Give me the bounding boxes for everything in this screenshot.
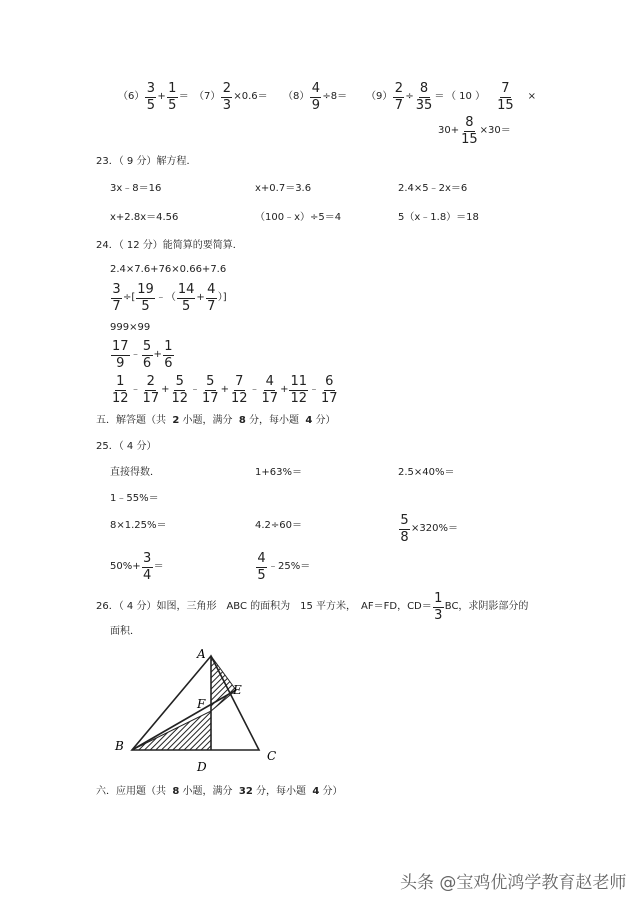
fraction: $\frac{5}{17}$ xyxy=(202,374,219,406)
expr-8-rest: ÷8＝ xyxy=(322,91,348,103)
equation: 2.4×5﹣2x＝6 xyxy=(398,183,468,194)
fraction: $\frac{5}{6}$ xyxy=(142,339,152,371)
fraction: $\frac{17}{9}$ xyxy=(112,339,129,371)
expr-10-label: （ 10 ） xyxy=(446,91,486,103)
operator: ）] xyxy=(217,292,227,304)
q24-line-4 xyxy=(110,340,175,370)
fraction: $\frac{1}{12}$ xyxy=(112,374,129,406)
calc-rest: ×320%＝ xyxy=(411,523,458,535)
fraction: $\frac{7}{15}$ xyxy=(497,81,514,113)
q25-title: 25．（ 4 分） xyxy=(96,441,157,452)
expr-10-post: ×30＝ xyxy=(479,125,511,137)
operator: + xyxy=(196,292,205,304)
calc-item xyxy=(255,552,310,582)
calc-post: ＝ xyxy=(153,561,164,573)
equation: （100﹣x）÷5＝4 xyxy=(255,212,342,223)
equation: 3x﹣8＝16 xyxy=(110,183,162,194)
fraction: $\frac{2}{7}$ xyxy=(394,81,404,113)
fraction: $\frac{1}{6}$ xyxy=(164,339,173,371)
fraction: $\frac{4}{7}$ xyxy=(207,282,216,314)
calc-item: 1﹣55%＝ xyxy=(110,493,159,504)
equation: x+0.7＝3.6 xyxy=(255,183,312,194)
q25-instruction: 直接得数． xyxy=(110,467,160,478)
q24-line-1: 2.4×7.6+76×0.66+7.6 xyxy=(110,264,227,275)
fraction: $\frac{14}{5}$ xyxy=(177,282,195,314)
expr-10-pre: 30+ xyxy=(438,125,460,137)
operator: ﹣ xyxy=(309,384,319,396)
equals: ＝ xyxy=(434,91,445,103)
fraction: $\frac{3}{4}$ xyxy=(142,551,152,583)
triangle-figure xyxy=(112,646,292,776)
fraction: $\frac{6}{17}$ xyxy=(321,374,338,406)
watermark: 头条 @宝鸡优鸿学教育赵老师 xyxy=(400,873,627,893)
fraction: $\frac{4}{5}$ xyxy=(257,551,266,583)
expr-9-label: （9） xyxy=(366,91,393,103)
expr-8-label: （8） xyxy=(283,91,310,103)
fraction: $\frac{3}{5}$ xyxy=(146,81,156,113)
operator: + xyxy=(220,384,229,396)
operator: ÷ xyxy=(405,91,414,103)
calc-item: 8×1.25%＝ xyxy=(110,520,167,531)
operator: + xyxy=(161,384,170,396)
operator: ﹣ xyxy=(130,384,141,396)
label-d: D xyxy=(197,760,207,774)
calc-pre: 50%+ xyxy=(110,561,141,573)
shaded-region-left xyxy=(132,711,211,750)
q24-title: 24．（ 12 分）能简算的要简算． xyxy=(96,240,243,251)
expr-6-label: （6） xyxy=(118,91,145,103)
fraction: $\frac{3}{7}$ xyxy=(112,282,121,314)
operator: ﹣ xyxy=(249,384,260,396)
fraction: $\frac{19}{5}$ xyxy=(137,282,154,314)
label-b: B xyxy=(115,739,124,753)
label-e: E xyxy=(233,683,242,697)
expr-10-line2 xyxy=(438,116,511,146)
operator: + xyxy=(280,384,289,396)
operator: × xyxy=(527,91,537,103)
operator: ﹣ xyxy=(190,384,201,396)
calc-rest: ﹣25%＝ xyxy=(268,561,311,573)
q24-line-2 xyxy=(110,283,227,313)
fraction: $\frac{11}{12}$ xyxy=(290,374,307,406)
expr-10 xyxy=(446,82,536,112)
operator: + xyxy=(157,91,166,103)
label-f: F xyxy=(197,697,206,711)
calc-item: 4.2÷60＝ xyxy=(255,520,303,531)
q26-text-line2: 面积． xyxy=(110,626,140,637)
operator: ﹣ xyxy=(130,349,141,361)
expr-7-label: （7） xyxy=(194,91,221,103)
calc-item: 2.5×40%＝ xyxy=(398,467,455,478)
q26-text-b: BC，求阴影部分的 xyxy=(444,601,529,613)
fraction: $\frac{5}{12}$ xyxy=(171,374,189,406)
section-5-heading: 五．解答题（共 2 小题，满分 8 分，每小题 4 分） xyxy=(96,415,336,426)
expr-8 xyxy=(283,82,347,112)
q26-text-a: 26．（ 4 分）如图，三角形 ABC 的面积为 15 平方米， AF＝FD，CD＝ xyxy=(96,601,432,613)
fraction: $\frac{5}{8}$ xyxy=(400,513,409,545)
label-a: A xyxy=(197,647,206,661)
fraction: $\frac{4}{17}$ xyxy=(261,374,279,406)
expr-7-rest: ×0.6＝ xyxy=(233,91,268,103)
calc-item: 1+63%＝ xyxy=(255,467,302,478)
equation: x+2.8x＝4.56 xyxy=(110,212,179,223)
operator: ﹣（ xyxy=(155,292,176,304)
operator: ÷[ xyxy=(123,292,136,304)
operator: + xyxy=(153,349,162,361)
calc-item xyxy=(398,514,458,544)
label-c: C xyxy=(267,749,277,763)
fraction: $\frac{2}{17}$ xyxy=(142,374,160,406)
q26-text xyxy=(96,592,528,622)
expr-6 xyxy=(118,82,189,112)
q24-line-5 xyxy=(110,375,340,405)
fraction: $\frac{1}{3}$ xyxy=(434,591,443,623)
fraction: $\frac{1}{5}$ xyxy=(168,81,177,113)
equals: ＝ xyxy=(178,91,189,103)
fraction: $\frac{2}{3}$ xyxy=(222,81,232,113)
fraction: $\frac{4}{9}$ xyxy=(311,81,321,113)
expr-9 xyxy=(366,82,444,112)
calc-item xyxy=(110,552,164,582)
equation: 5（x﹣1.8）＝18 xyxy=(398,212,479,223)
fraction: $\frac{8}{15}$ xyxy=(461,115,478,147)
fraction: $\frac{8}{35}$ xyxy=(415,81,433,113)
q24-line-3: 999×99 xyxy=(110,322,151,333)
expr-7 xyxy=(194,82,268,112)
fraction: $\frac{7}{12}$ xyxy=(230,374,248,406)
section-6-heading: 六．应用题（共 8 小题，满分 32 分，每小题 4 分） xyxy=(96,786,343,797)
q23-title: 23．（ 9 分）解方程． xyxy=(96,156,197,167)
